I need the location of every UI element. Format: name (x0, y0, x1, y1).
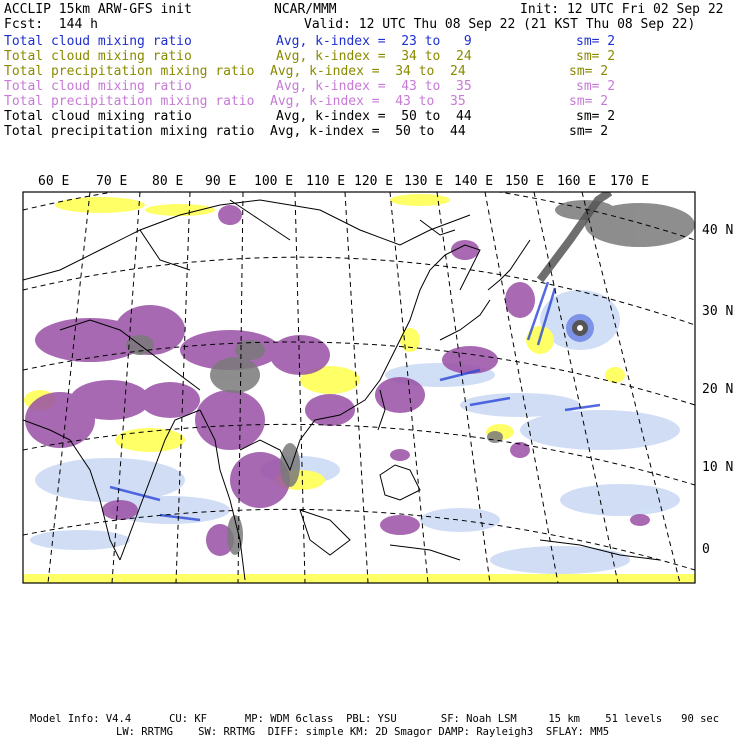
legend-avg-4: Avg, k-index = 43 to 35 (276, 79, 472, 94)
legend-label-6: Total cloud mixing ratio (4, 109, 192, 124)
legend-sm-4: sm= 2 (576, 79, 616, 94)
legend-avg-7: Avg, k-index = 50 to 44 (270, 124, 466, 139)
legend-avg-3: Avg, k-index = 34 to 24 (270, 64, 466, 79)
lat-label: 40 N (702, 223, 734, 238)
lon-label: 60 E (38, 174, 70, 189)
legend-label-4: Total cloud mixing ratio (4, 79, 192, 94)
latitude-labels (702, 223, 733, 557)
forecast-hour: Fcst: 144 h (4, 17, 98, 32)
legend-sm-2: sm= 2 (576, 49, 616, 64)
typhoon-icon (566, 314, 594, 342)
legend-label-3: Total precipitation mixing ratio (4, 64, 255, 79)
lat-label: 0 (702, 542, 710, 557)
legend-avg-6: Avg, k-index = 50 to 44 (276, 109, 472, 124)
lon-label: 90 E (205, 174, 237, 189)
legend-sm-1: sm= 2 (576, 34, 616, 49)
model-info-line-2: LW: RRTMG SW: RRTMG DIFF: simple KM: 2D Smagor DAMP: Rayleigh3 SFLAY: MM5 (116, 726, 610, 738)
lon-label: 160 E (557, 174, 597, 189)
lon-label: 120 E (354, 174, 394, 189)
legend-avg-1: Avg, k-index = 23 to 9 (276, 34, 472, 49)
legend-sm-7: sm= 2 (569, 124, 609, 139)
model-info-line-1: Model Info: V4.4 CU: KF MP: WDM 6class PBL: YSU SF: Noah LSM 15 km 51 levels 90 sec (30, 713, 720, 725)
lon-label: 70 E (96, 174, 128, 189)
legend-sm-6: sm= 2 (576, 109, 616, 124)
legend-avg-5: Avg, k-index = 43 to 35 (270, 94, 466, 109)
legend-avg-2: Avg, k-index = 34 to 24 (276, 49, 472, 64)
plot-title: ACCLIP 15km ARW-GFS init (4, 2, 192, 17)
lat-label: 30 N (702, 304, 734, 319)
init-time: Init: 12 UTC Fri 02 Sep 22 (520, 2, 724, 17)
legend-sm-3: sm= 2 (569, 64, 609, 79)
lat-label: 10 N (702, 460, 734, 475)
lat-label: 20 N (702, 382, 734, 397)
lon-label: 110 E (306, 174, 346, 189)
lon-label: 140 E (454, 174, 494, 189)
longitude-labels (38, 174, 649, 189)
lon-label: 170 E (610, 174, 650, 189)
legend-label-2: Total cloud mixing ratio (4, 49, 192, 64)
lon-label: 150 E (505, 174, 545, 189)
organization: NCAR/MMM (274, 2, 337, 17)
legend-label-7: Total precipitation mixing ratio (4, 124, 255, 139)
lon-label: 130 E (404, 174, 444, 189)
legend-sm-5: sm= 2 (569, 94, 609, 109)
legend-label-5: Total precipitation mixing ratio (4, 94, 255, 109)
lon-label: 80 E (152, 174, 184, 189)
lon-label: 100 E (254, 174, 294, 189)
legend-label-1: Total cloud mixing ratio (4, 34, 192, 49)
valid-time: Valid: 12 UTC Thu 08 Sep 22 (21 KST Thu 08 Sep 22) (304, 17, 696, 32)
